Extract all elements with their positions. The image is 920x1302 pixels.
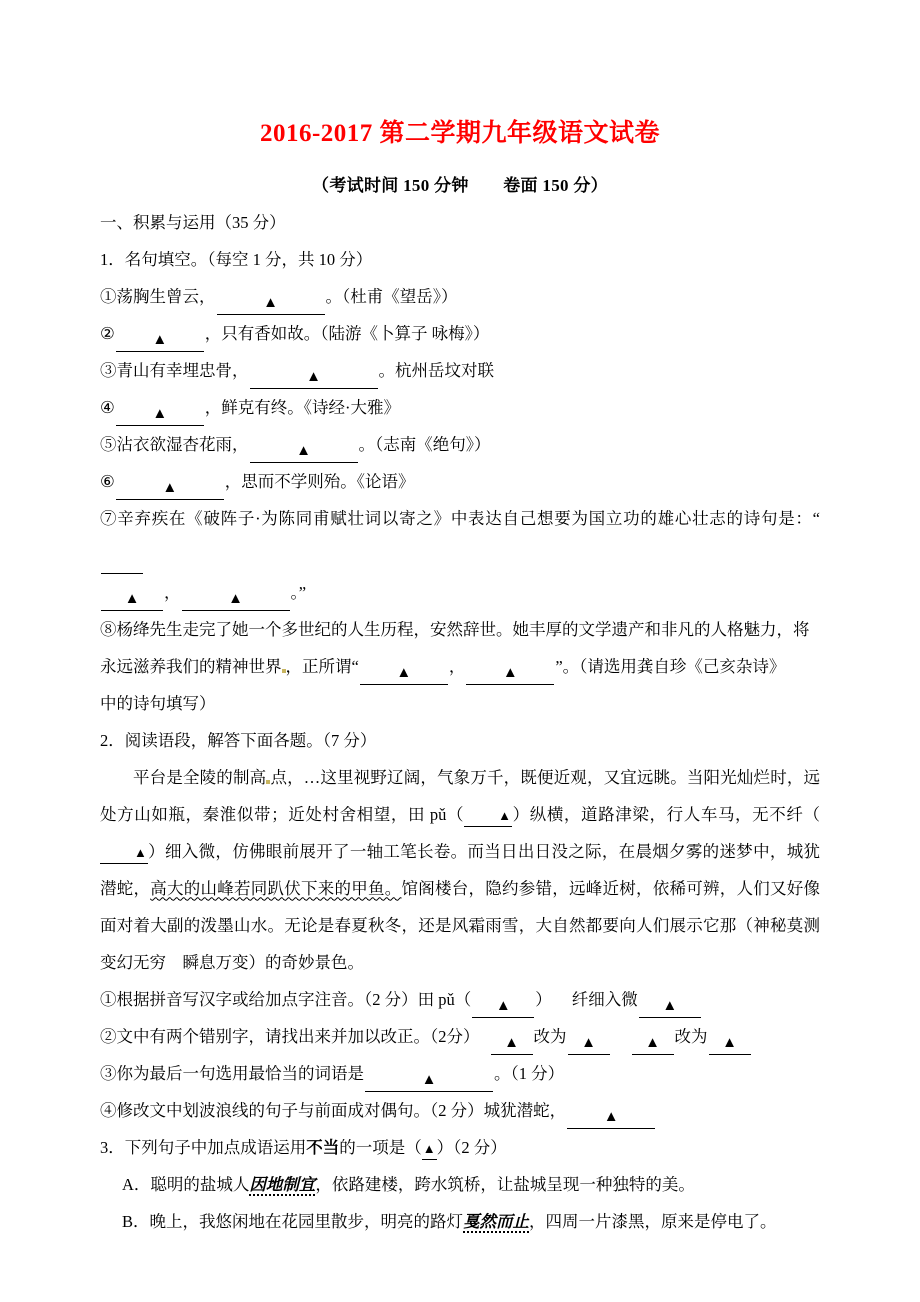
- answer-blank[interactable]: ▲: [472, 995, 534, 1018]
- passage-part-d: ）细入微，仿佛眼前展开了一轴工笔长卷。而当日出日没之际，在晨烟夕雾的迷梦中，城犹潜蛇，: [100, 842, 820, 899]
- answer-blank[interactable]: ▲: [491, 1032, 533, 1055]
- passage-part-a: 平台是全陵的制高: [133, 768, 267, 788]
- q1-item-7-text: ⑦辛弃疾在《破阵子·为陈同甫赋壮词以寄之》中表达自己想要为国立功的雄心壮志的诗句是：“: [100, 509, 820, 529]
- question-2-heading: 2．阅读语段，解答下面各题。（7 分）: [100, 731, 377, 751]
- q2-sub-2: [100, 1018, 820, 1055]
- answer-blank[interactable]: ▲: [365, 1069, 493, 1092]
- q2-sub-2-label-2: 改为: [674, 1027, 708, 1047]
- q1-item-6-lead: ⑥: [100, 472, 115, 492]
- answer-blank[interactable]: ▲: [632, 1032, 674, 1055]
- q1-item-7-sep: ，: [164, 583, 181, 603]
- q1-item-1: [100, 278, 820, 315]
- q3-option-a-idiom: 因地制宜: [249, 1175, 316, 1195]
- answer-blank[interactable]: ▲: [217, 292, 325, 315]
- q1-item-5: [100, 426, 820, 463]
- q1-item-8-cont-2: 中的诗句填写）: [100, 694, 216, 714]
- q3-option-b[interactable]: [100, 1203, 820, 1240]
- q2-sub-4: [100, 1092, 820, 1129]
- answer-blank[interactable]: ▲: [250, 440, 358, 463]
- answer-blank[interactable]: ▲: [116, 329, 204, 352]
- q1-item-6: [100, 463, 820, 500]
- q1-item-6-tail: ，思而不学则殆。《论语》: [224, 472, 415, 492]
- answer-blank[interactable]: ▲: [639, 995, 701, 1018]
- passage-part-b: 点，…这里视野辽阔，气象万千，既便近观，又宜远眺。当阳光灿烂时，远处方山如瓶，秦淮似带；近处村舍相望，田 pǔ（: [100, 768, 821, 825]
- answer-blank[interactable]: ▲: [116, 477, 224, 500]
- q3-text-d: ）（2 分）: [436, 1138, 507, 1158]
- q1-item-4-tail: ，鲜克有终。《诗经·大雅》: [204, 398, 401, 418]
- q1-item-3-tail: 。杭州岳坟对联: [378, 361, 494, 381]
- q1-item-7: [100, 500, 820, 574]
- q3-option-b-tail: ，四周一片漆黑，原来是停电了。: [529, 1212, 777, 1232]
- q2-sub-1-paren: ）: [535, 990, 552, 1010]
- q3-option-b-text: B．晚上，我悠闲地在花园里散步，明亮的路灯: [122, 1212, 464, 1232]
- passage-wavy-sentence: 高大的山峰若同趴伏下来的甲鱼。: [150, 879, 402, 899]
- answer-blank[interactable]: ▲: [360, 662, 448, 685]
- answer-blank[interactable]: [101, 551, 143, 574]
- q3-option-a-tail: ，依路建楼，跨水筑桥，让盐城呈现一种独特的美。: [315, 1175, 695, 1195]
- q1-item-2: [100, 315, 820, 352]
- q1-item-8: ⑧杨绛先生走完了她一个多世纪的人生历程，安然辞世。她丰厚的文学遗产和非凡的人格魅力，将: [100, 620, 810, 640]
- reading-passage: [100, 759, 837, 981]
- q2-sub-2-label-1: 改为: [533, 1027, 567, 1047]
- answer-blank[interactable]: ▲: [568, 1032, 610, 1055]
- q1-item-8-sep: ，: [448, 657, 466, 677]
- section-heading-1: 一、积累与运用（35 分）: [100, 213, 286, 233]
- passage-part-e: 馆阁楼台，隐约参错，远峰近树，依稀可辨，人们又好像面对着大副的泼墨山水。无论是春夏秋冬，还是风霜雨雪，大自然都要向人们展示它那（神秘莫测 变幻无穷 瞬息万变）的奇妙景色。: [100, 879, 837, 973]
- answer-blank[interactable]: ▲: [182, 588, 290, 611]
- q1-item-1-tail: 。（杜甫《望岳》）: [325, 287, 458, 307]
- q1-item-1-lead: ①荡胸生曾云，: [100, 287, 216, 307]
- q1-item-4: [100, 389, 820, 426]
- exam-subtitle: （考试时间 150 分钟 卷面 150 分）: [312, 176, 608, 196]
- q1-item-5-lead: ⑤沾衣欲湿杏花雨，: [100, 435, 249, 455]
- q2-sub-3-text: ③你为最后一句选用最恰当的词语是: [100, 1064, 364, 1084]
- q1-item-8-cont: [100, 648, 820, 685]
- q3-text-c: 的一项是（: [339, 1138, 422, 1158]
- answer-triangle[interactable]: ▲: [464, 806, 512, 827]
- question-3-heading: [100, 1129, 820, 1166]
- q1-item-4-lead: ④: [100, 398, 115, 418]
- q2-sub-3-tail: 。（1 分）: [494, 1064, 565, 1084]
- q3-keyword: 不当: [306, 1138, 340, 1158]
- spellcheck-marker-icon: [282, 669, 286, 673]
- q1-item-3: [100, 352, 820, 389]
- answer-blank[interactable]: ▲: [466, 662, 554, 685]
- q3-option-a[interactable]: [100, 1166, 820, 1203]
- q3-option-a-text: A．聪明的盐城人: [122, 1175, 250, 1195]
- q3-text-a: 3．下列句子中加点成语运用: [100, 1138, 307, 1158]
- q2-sub-1-text: ①根据拼音写汉字或给加点字注音。（2 分）田 pǔ（: [100, 990, 472, 1010]
- q1-item-8-text-b: ，正所谓“: [285, 657, 359, 677]
- answer-blank[interactable]: ▲: [101, 588, 163, 611]
- answer-blank[interactable]: ▲: [116, 403, 204, 426]
- q2-sub-3: [100, 1055, 820, 1092]
- answer-triangle[interactable]: ▲: [422, 1139, 437, 1160]
- answer-triangle[interactable]: ▲: [100, 843, 148, 864]
- q1-item-8-text-d: ”。（请选用龚自珍《己亥杂诗》: [555, 657, 786, 677]
- q1-item-3-lead: ③青山有幸埋忠骨，: [100, 361, 249, 381]
- q1-item-8-text-a: 永远滋养我们的精神世界: [100, 657, 282, 677]
- q1-item-7-end: 。”: [290, 583, 307, 603]
- question-1-heading: 1．名句填空。（每空 1 分，共 10 分）: [100, 250, 373, 270]
- passage-part-c: ）纵横，道路津梁，行人车马，无不纤（: [511, 805, 821, 825]
- q1-item-2-tail: ，只有香如故。（陆游《卜算子 咏梅》）: [204, 324, 490, 344]
- q1-item-2-lead: ②: [100, 324, 115, 344]
- answer-blank[interactable]: ▲: [250, 366, 378, 389]
- answer-blank[interactable]: ▲: [567, 1106, 655, 1129]
- answer-blank[interactable]: ▲: [709, 1032, 751, 1055]
- page-title: 2016-2017 第二学期九年级语文试卷: [259, 120, 661, 147]
- q1-item-7-cont: [100, 574, 820, 611]
- q2-sub-1-word: 纤细入微: [571, 990, 638, 1010]
- q2-sub-4-text: ④修改文中划波浪线的句子与前面成对偶句。（2 分）城犹潜蛇，: [100, 1101, 567, 1121]
- q1-item-5-tail: 。（志南《绝句》）: [358, 435, 491, 455]
- q2-sub-2-text: ②文中有两个错别字，请找出来并加以改正。（2分）: [100, 1027, 480, 1047]
- spellcheck-marker-icon: [266, 780, 270, 784]
- q3-option-b-idiom: 戛然而止: [463, 1212, 530, 1232]
- q2-sub-1: [100, 981, 820, 1018]
